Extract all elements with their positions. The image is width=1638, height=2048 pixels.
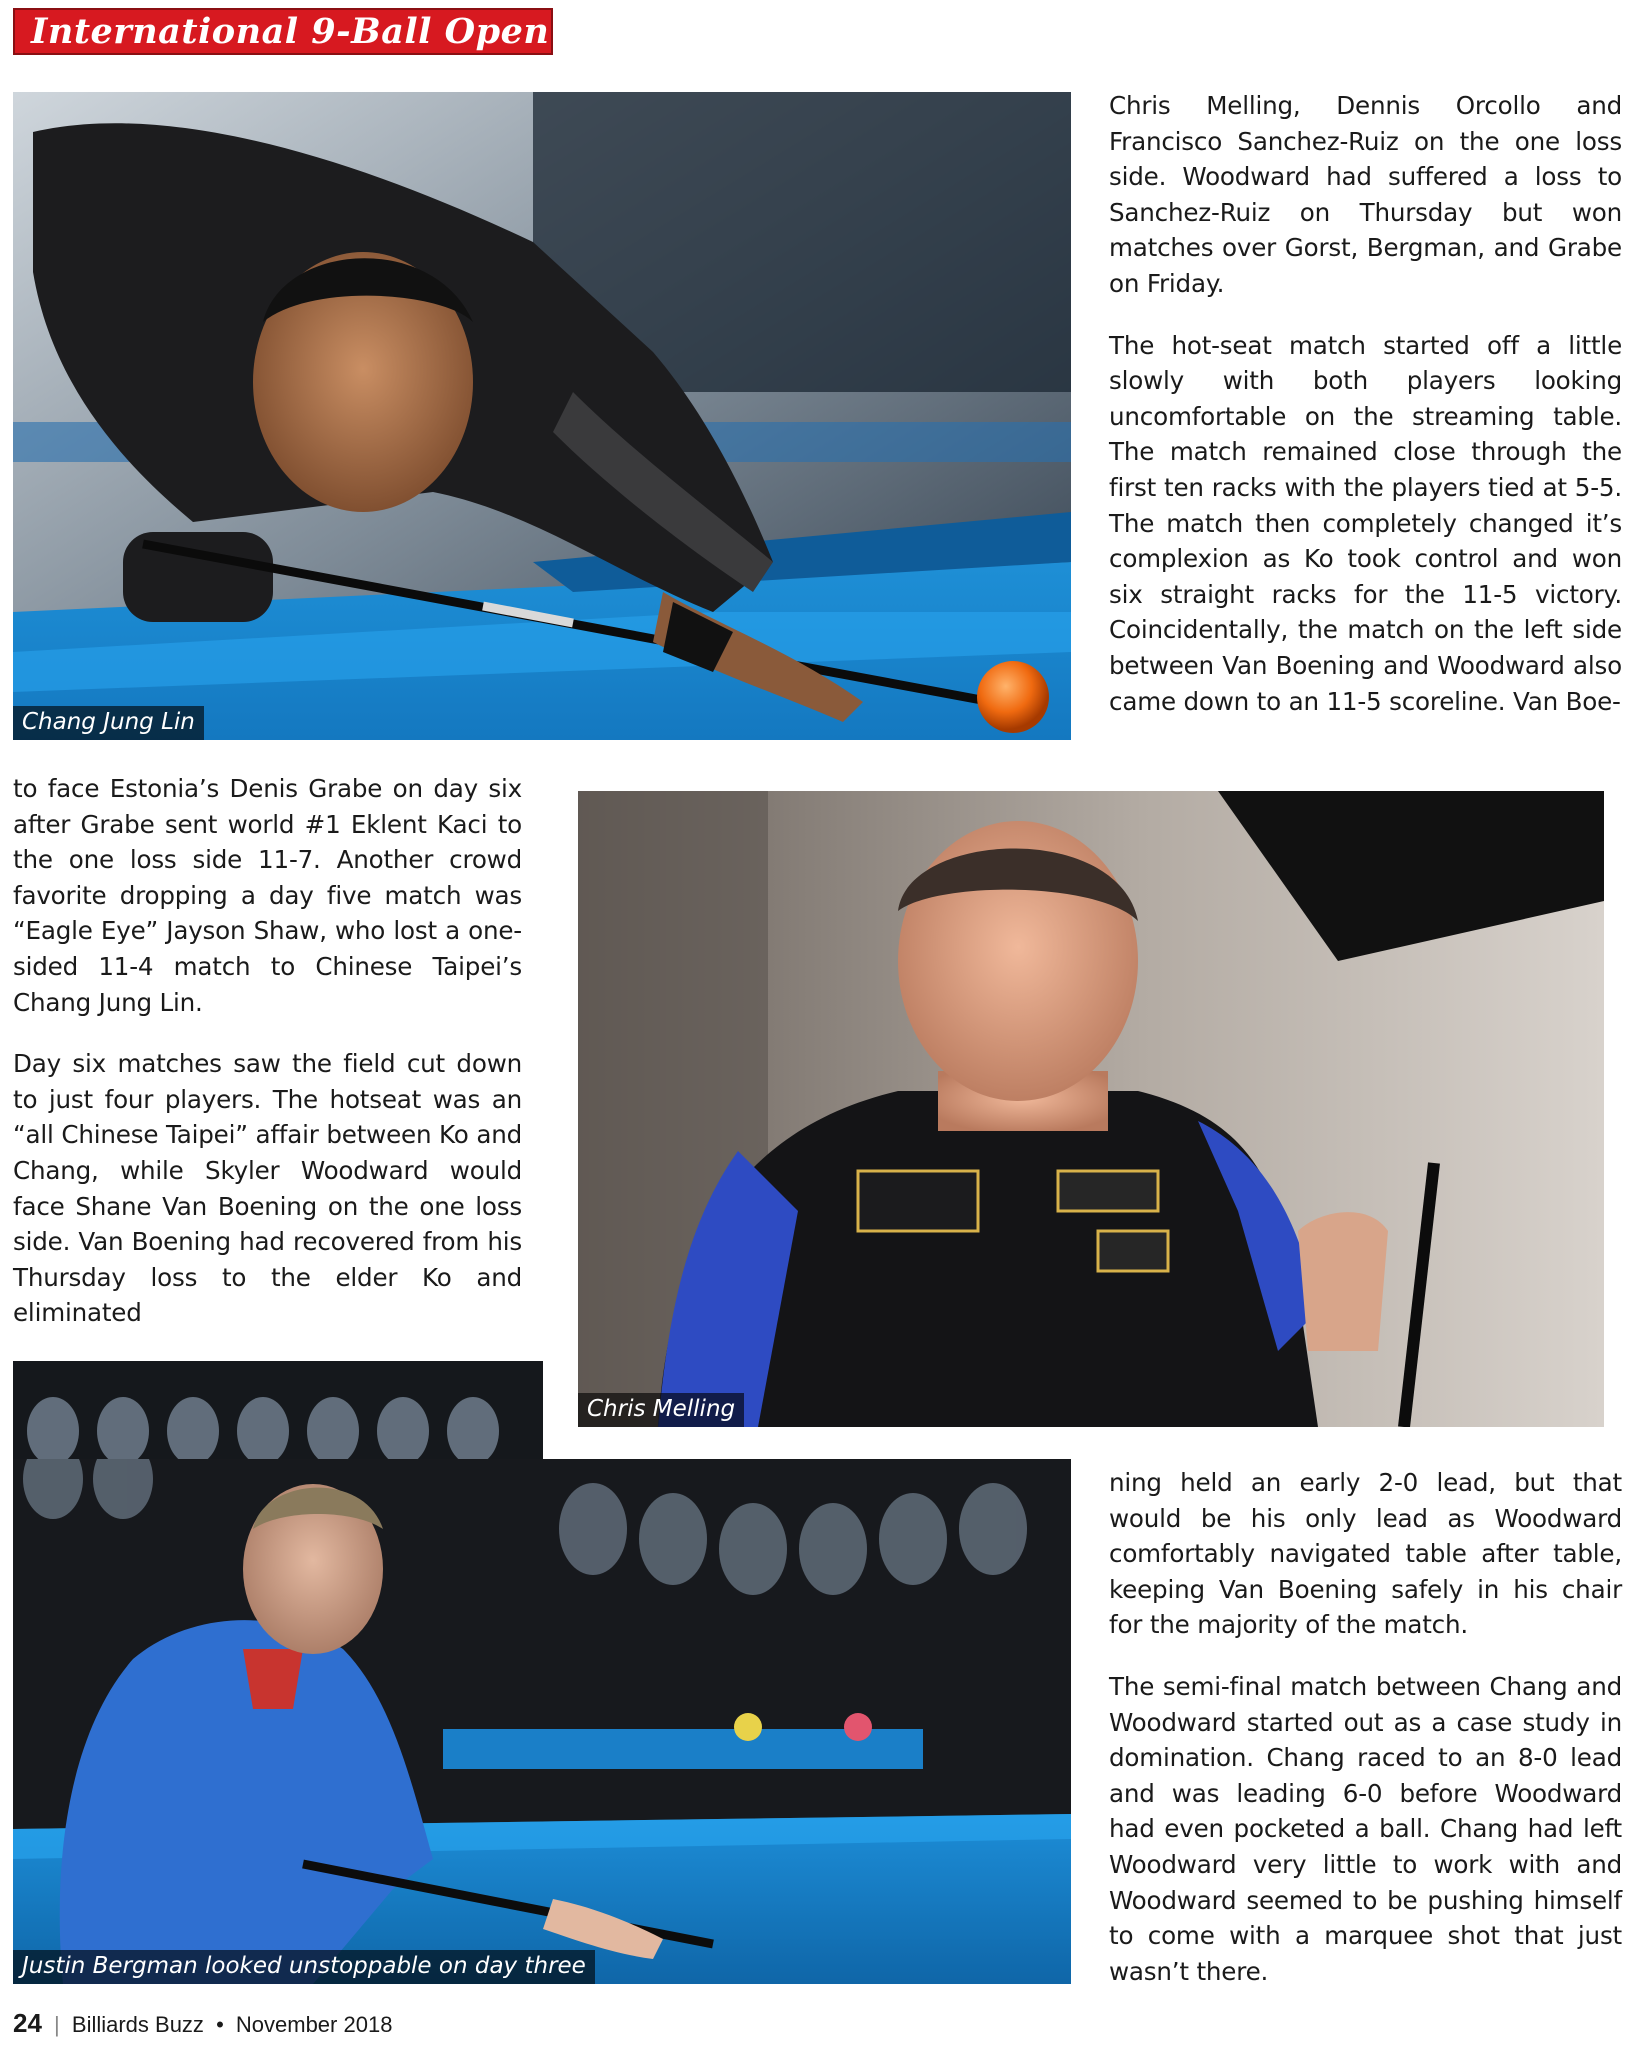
page-footer	[13, 2008, 392, 2039]
photo-bergman-image	[13, 1459, 1071, 1984]
photo-chang-image	[13, 92, 1071, 740]
photo-caption: Chang Jung Lin	[13, 706, 204, 740]
photo-bergman-top-strip	[13, 1361, 543, 1461]
publication-name: Billiards Buzz	[71, 2012, 204, 2037]
photo-chris-melling	[578, 791, 1604, 1427]
photo-justin-bergman-main	[13, 1459, 1071, 1984]
paragraph: ning held an early 2-0 lead, but that would be his only lead as Woodward comfortably navigated table after table, keeping Van Boening safely in his chair for the majority of the match.	[1109, 1468, 1622, 1640]
paragraph: Chris Melling, Dennis Orcollo and Francisco Sanchez-Ruiz on the one loss side. Woodward had suffered a loss to Sanchez-Ruiz on Thursday but won matches over Gorst, Bergman, and Grabe on Friday.	[1109, 91, 1622, 298]
article-column-right-top	[1109, 88, 1622, 719]
article-column-left-middle	[13, 771, 522, 1331]
section-banner	[13, 8, 553, 55]
photo-justin-bergman	[13, 1361, 543, 1461]
section-title: International 9-Ball Open	[31, 11, 550, 52]
footer-bullet: •	[216, 2012, 224, 2037]
photo-chang-jung-lin	[13, 92, 1071, 740]
photo-caption: Chris Melling	[578, 1393, 744, 1427]
photo-caption: Justin Bergman looked unstoppable on day three	[13, 1950, 595, 1984]
photo-melling-image	[578, 791, 1604, 1427]
paragraph: The semi-final match between Chang and Woodward started out as a case study in domination. Chang raced to an 8-0 lead and was leading 6-0 before Woodward had even pocketed a ball. Chang had left Woodward very little to work with and Woodward seemed to be pushing himself to come with a marquee shot that just wasn’t there.	[1109, 1671, 1622, 1986]
paragraph: to face Estonia’s Denis Grabe on day six after Grabe sent world #1 Eklent Kaci to the one loss side 11-7. Another crowd favorite dropping a day five match was “Eagle Eye” Jayson Shaw, who lost a one-sided 11-4 match to Chinese Taipei’s Chang Jung Lin.	[13, 774, 522, 1017]
issue-date: November 2018	[235, 2012, 393, 2037]
page-number: 24	[13, 2008, 42, 2038]
paragraph: Day six matches saw the field cut down to just four players. The hotseat was an “all Chinese Taipei” affair between Ko and Chang, while Skyler Woodward would face Shane Van Boening on the one loss side. Van Boening had recovered from his Thursday loss to the elder Ko and eliminated	[13, 1049, 522, 1328]
footer-separator: |	[54, 2012, 60, 2037]
paragraph: The hot-seat match started off a little slowly with both players looking uncomfortable on the streaming table. The match remained close through the first ten racks with the players tied at 5-5. The match then completely changed it’s complexion as Ko took control and won six straight racks for the 11-5 victory. Coincidentally, the match on the left side between Van Boening and Woodward also came down to an 11-5 scoreline. Van Boe-	[1109, 330, 1622, 716]
article-column-right-bottom	[1109, 1465, 1622, 1989]
